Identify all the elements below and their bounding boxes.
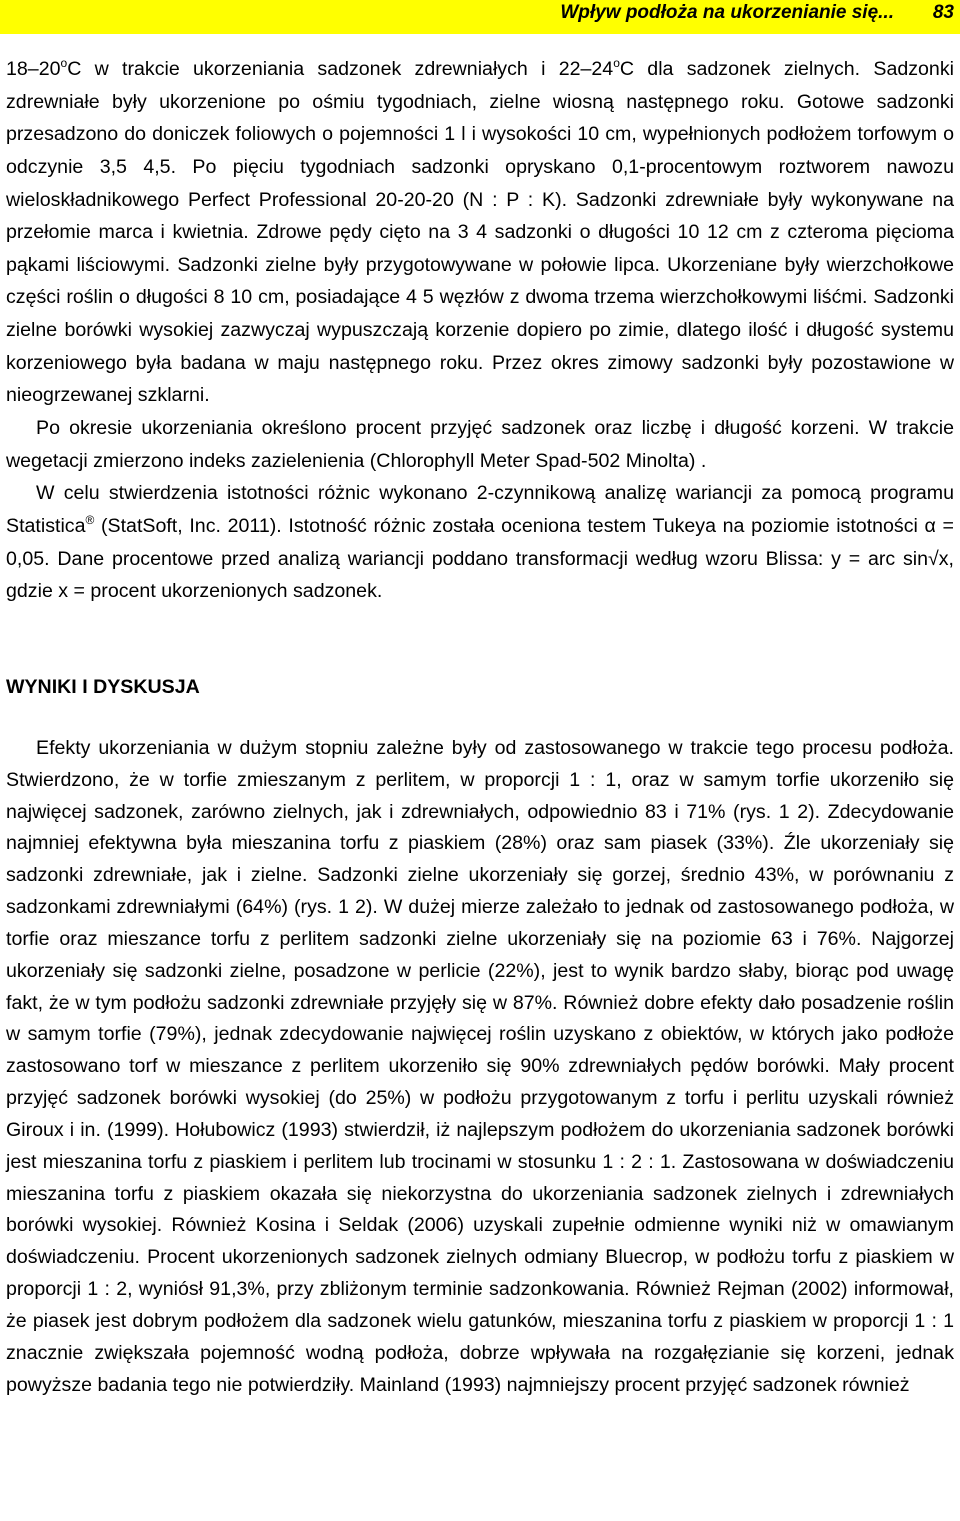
methods-section	[6, 53, 954, 608]
results-section	[6, 733, 954, 1401]
running-header	[0, 0, 960, 34]
methods-paragraph-1: 18–20$^o$C w trakcie ukorzeniania sadzonek zdrewniałych i 22–24$^o$C dla sadzonek zielnych. Sadzonki zdrewniałe były ukorzenione po ośmiu tygodniach, zielne wiosną następnego roku. Gotowe sadzonki przesadzono do doniczek foliowych o pojemności 1 l i wysokości 10 cm, wypełnionych podłożem torfowym o odczynie 3,5 4,5. Po pięciu tygodniach sadzonki opryskano 0,1-procentowym roztworem nawozu wieloskładnikowego Perfect Professional 20-20-20 (N : P : K). Sadzonki zdrewniałe były wykonywane na przełomie marca i kwietnia. Zdrowe pędy cięto na 3 4 sadzonki o długości 10 12 cm z czteroma pięcioma pąkami liściowymi. Sadzonki zielne były przygotowywane w połowie lipca. Ukorzeniane były wierzchołkowe części roślin o długości 8 10 cm, posiadające 4 5 węzłów z dwoma trzema wierzchołkowymi liśćmi. Sadzonki zielne borówki wysokiej zazwyczaj wypuszczają korzenie dopiero po zimie, dlatego ilość i długość systemu korzeniowego była badana w maju następnego roku. Przez okres zimowy sadzonki były pozostawione w nieogrzewanej szklarni.	[6, 56, 954, 407]
page-number: 83	[932, 2, 954, 23]
running-title: Wpływ podłoża na ukorzenianie się...	[560, 2, 894, 23]
methods-paragraph-3: W celu stwierdzenia istotności różnic wykonano 2-czynnikową analizę wariancji za pomocą programu Statistica® (StatSoft, Inc. 2011). Istotność różnic została oceniona testem Tukeya na poziomie istotności α = 0,05. Dane procentowe przed analizą wariancji poddano transformacji według wzoru Blissa: y = arc sin√x, gdzie x = procent ukorzenionych sadzonek.	[6, 482, 954, 603]
results-paragraph-1: Efekty ukorzeniania w dużym stopniu zależne były od zastosowanego w trakcie tego procesu podłoża. Stwierdzono, że w torfie zmieszanym z perlitem, w proporcji 1 : 1, oraz w samym torfie ukorzeniło się najwięcej sadzonek, zarówno zielnych, jak i zdrewniałych, odpowiednio 83 i 71% (rys. 1 2). Zdecydowanie najmniej efektywna była mieszanina torfu z piaskiem (28%) oraz sam piasek (33%). Źle ukorzeniały się sadzonki zdrewniałe, jak i zielne. Sadzonki zielne ukorzeniały się gorzej, średnio 43%, w porównaniu z sadzonkami zdrewniałymi (64%) (rys. 1 2). W dużej mierze zależało to jednak od zastosowanego podłoża, w torfie oraz mieszance torfu z perlitem sadzonki zielne ukorzeniały się na poziomie 63 i 76%. Najgorzej ukorzeniały się sadzonki zielne, posadzone w perlicie (22%), jest to wynik bardzo słaby, biorąc pod uwagę fakt, że w tym podłożu sadzonki zdrewniałe przyjęły się w 87%. Również dobre efekty dało posadzenie roślin w samym torfie (79%), jednak zdecydowanie najwięcej roślin uzyskano z obiektów, w których jako podłoże zastosowano torf w mieszance z perlitem ukorzeniło się 90% zdrewniałych pędów borówki. Mały procent przyjęć sadzonek borówki wysokiej (do 25%) w podłożu przygotowanym z torfu i perlitu uzyskali również Giroux i in. (1999). Hołubowicz (1993) stwierdził, iż najlepszym podłożem do ukorzeniania sadzonek borówki jest mieszanina torfu z piaskiem i perlitem lub trocinami w stosunku 1 : 2 : 1. Zastosowana w doświadczeniu mieszanina torfu z piaskiem okazała się niekorzystna do ukorzeniania sadzonek zielnych i zdrewniałych borówki wysokiej. Również Kosina i Seldak (2006) uzyskali zupełnie odmienne wyniki niż w omawianym doświadczeniu. Procent ukorzenionych sadzonek zielnych odmiany Bluecrop, w podłożu torfu z piaskiem w proporcji 1 : 2, wyniósł 91,3%, przy zbliżonym terminie sadzonkowania. Również Rejman (2002) informował, że piasek jest dobrym podłożem dla sadzonek wielu gatunków, mieszanina torfu z piaskiem w proporcji 1 : 1 znacznie zwiększała pojemność wodną podłoża, dobrze wpływała na rozgałęzianie się korzeni, jednak powyższe badania tego nie potwierdziły. Mainland (1993) najmniejszy procent przyjęć sadzonek również	[6, 737, 954, 1396]
registered-mark: ®	[85, 512, 95, 527]
methods-paragraph-2: Po okresie ukorzeniania określono procent przyjęć sadzonek oraz liczbę i długość korzeni. W trakcie wegetacji zmierzono indeks zazielenienia (Chlorophyll Meter Spad-502 Minolta) .	[6, 417, 954, 472]
section-heading: WYNIKI I DYSKUSJA	[6, 676, 200, 698]
